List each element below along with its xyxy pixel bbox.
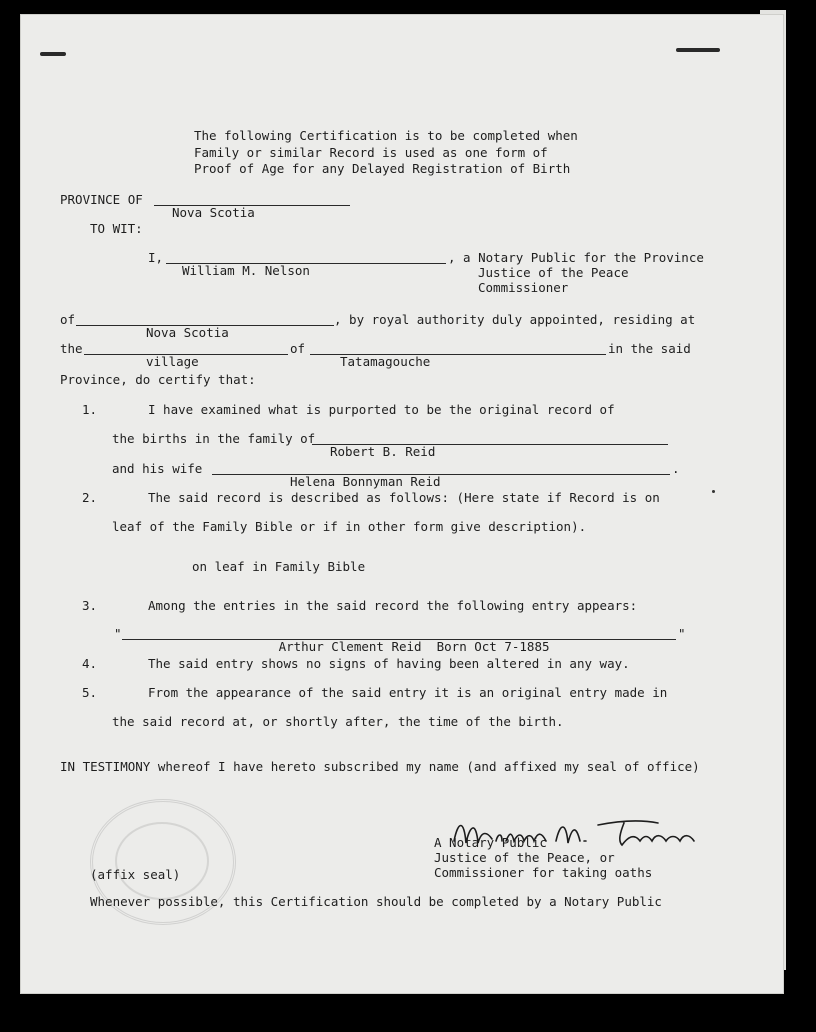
certify-text: Province, do certify that: [60,372,256,387]
item-4-number: 4. [82,656,98,671]
entry-open-quote: " [114,626,122,641]
province-field [154,190,350,220]
item-5-number: 5. [82,685,98,700]
affix-seal-label: (affix seal) [90,867,181,882]
place-name-field [310,339,606,369]
wife-label: and his wife [112,461,203,476]
header-line-1: The following Certification is to be completed when [194,128,578,143]
of-label: of [60,312,76,327]
item-1-line-1: I have examined what is purported to be the original record of [148,402,615,417]
item-2-line-1: The said record is described as follows: (Here state if Record is on [148,490,660,505]
father-field [312,429,668,459]
wife-line-end: . [672,461,680,476]
births-label: the births in the family of [112,431,316,446]
place-name-value: Tatamagouche [340,354,431,369]
officer-name: William M. Nelson [182,263,310,278]
item-2-line-2: leaf of the Family Bible or if in other form give description). [112,519,587,534]
place-type-field [84,339,288,369]
officer-name-field [166,248,446,278]
officer-prefix: I, [148,250,164,265]
punch-mark-right [676,48,720,52]
item-1-number: 1. [82,402,98,417]
appointed-text: , by royal authority duly appointed, residing at [334,312,696,327]
item-2-number: 2. [82,490,98,505]
place-type-value: village [146,354,199,369]
entry-text: Arthur Clement Reid Born Oct 7-1885 [278,639,550,654]
document-page [20,14,784,994]
officer-role-line-2: Justice of the Peace [478,265,629,280]
province-value: Nova Scotia [172,205,255,220]
footer-note: Whenever possible, this Certification should be completed by a Notary Public [90,894,662,909]
item-5-line-2: the said record at, or shortly after, the time of the birth. [112,714,564,729]
header-line-2: Family or similar Record is used as one form of [194,145,548,160]
record-description: on leaf in Family Bible [192,559,366,574]
entry-close-quote: " [678,626,686,641]
of-field [76,310,334,340]
of-value: Nova Scotia [146,325,229,340]
officer-role-line-3: Commissioner [478,280,569,295]
header-line-3: Proof of Age for any Delayed Registration of Birth [194,161,571,176]
testimony-text: IN TESTIMONY whereof I have hereto subscribed my name (and affixed my seal of office) [60,759,700,774]
punch-mark-left [40,52,66,56]
in-said-text: in the said [608,341,691,356]
speck [712,490,715,493]
item-3-line-1: Among the entries in the said record the following entry appears: [148,598,638,613]
the-label: the [60,341,83,356]
wife-field [212,459,670,489]
province-label: PROVINCE OF [60,192,143,207]
signature-title-2: Justice of the Peace, or [434,850,615,865]
entry-field [122,624,676,654]
officer-role-line-1: , a Notary Public for the Province [448,250,704,265]
to-wit-label: TO WIT: [90,221,143,236]
father-name: Robert B. Reid [330,444,436,459]
item-5-line-1: From the appearance of the said entry it is an original entry made in [148,685,668,700]
item-3-number: 3. [82,598,98,613]
wife-name: Helena Bonnyman Reid [290,474,441,489]
embossed-seal-inner [115,822,209,900]
of2-label: of [290,341,306,356]
signature-title-3: Commissioner for taking oaths [434,865,653,880]
item-4-line-1: The said entry shows no signs of having been altered in any way. [148,656,630,671]
signature-title-1: A Notary Public [434,835,547,850]
